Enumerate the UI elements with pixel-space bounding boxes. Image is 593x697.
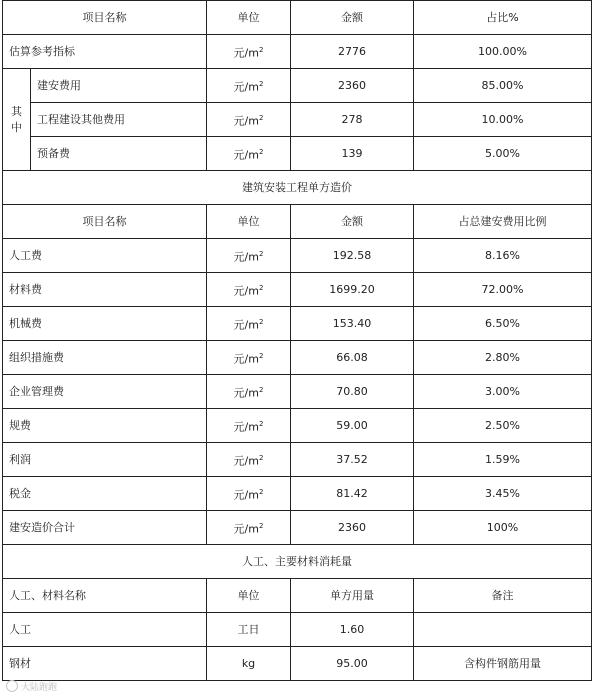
row-unit: 元$/m^2$	[207, 375, 291, 409]
row-amount: 95.00	[291, 647, 414, 681]
header-note: 备注	[414, 579, 592, 613]
table-row	[3, 137, 592, 171]
row-amount: 278	[291, 103, 414, 137]
row-ratio: 5.00%	[414, 137, 592, 171]
table-row	[3, 103, 592, 137]
header-unit: 单位	[207, 1, 291, 35]
row-name: 材料费	[3, 273, 207, 307]
row-name: 人工费	[3, 239, 207, 273]
header-material-name: 人工、材料名称	[3, 579, 207, 613]
section3-title: 人工、主要材料消耗量	[3, 545, 592, 579]
row-unit: 元$/m^2$	[207, 35, 291, 69]
table-row	[3, 409, 592, 443]
watermark-logo-icon	[6, 680, 18, 692]
row-ratio: 72.00%	[414, 273, 592, 307]
header-item-name: 项目名称	[3, 1, 207, 35]
table-row	[3, 613, 592, 647]
watermark: 大陆跑跑	[6, 680, 57, 693]
row-amount: 66.08	[291, 341, 414, 375]
row-name: 税金	[3, 477, 207, 511]
row-unit: 元$/m^2$	[207, 341, 291, 375]
row-amount: 2360	[291, 69, 414, 103]
section2-title: 建筑安装工程单方造价	[3, 171, 592, 205]
row-amount: 1699.20	[291, 273, 414, 307]
table-row	[3, 477, 592, 511]
row-unit: 元$/m^2$	[207, 443, 291, 477]
row-amount: 70.80	[291, 375, 414, 409]
row-ratio: 8.16%	[414, 239, 592, 273]
row-unit: 工日	[207, 613, 291, 647]
row-ratio: 1.59%	[414, 443, 592, 477]
header-unit: 单位	[207, 579, 291, 613]
row-name: 组织措施费	[3, 341, 207, 375]
row-name: 建安造价合计	[3, 511, 207, 545]
row-unit: 元$/m^2$	[207, 103, 291, 137]
row-ratio: 85.00%	[414, 69, 592, 103]
cost-table	[2, 0, 592, 681]
row-note: 含构件钢筋用量	[414, 647, 592, 681]
row-ratio: 10.00%	[414, 103, 592, 137]
row-ratio: 2.80%	[414, 341, 592, 375]
group-label: 其 中	[3, 69, 31, 171]
table-row	[3, 375, 592, 409]
row-name: 建安费用	[31, 69, 207, 103]
table-row	[3, 307, 592, 341]
row-name: 企业管理费	[3, 375, 207, 409]
section2-title-row	[3, 171, 592, 205]
row-unit: 元$/m^2$	[207, 239, 291, 273]
row-amount: 2360	[291, 511, 414, 545]
row-amount: 2776	[291, 35, 414, 69]
row-ratio: 2.50%	[414, 409, 592, 443]
row-ratio: 100.00%	[414, 35, 592, 69]
row-unit: 元$/m^2$	[207, 307, 291, 341]
table-row	[3, 647, 592, 681]
table-row	[3, 511, 592, 545]
table-row	[3, 35, 592, 69]
row-ratio: 6.50%	[414, 307, 592, 341]
header-amount: 金额	[291, 205, 414, 239]
row-name: 预备费	[31, 137, 207, 171]
row-ratio: 100%	[414, 511, 592, 545]
row-name: 利润	[3, 443, 207, 477]
row-name: 人工	[3, 613, 207, 647]
row-name: 估算参考指标	[3, 35, 207, 69]
row-unit: 元$/m^2$	[207, 409, 291, 443]
row-ratio: 3.45%	[414, 477, 592, 511]
row-name: 规费	[3, 409, 207, 443]
row-name: 机械费	[3, 307, 207, 341]
row-name: 工程建设其他费用	[31, 103, 207, 137]
row-amount: 153.40	[291, 307, 414, 341]
row-note	[414, 613, 592, 647]
row-unit: 元$/m^2$	[207, 273, 291, 307]
row-amount: 81.42	[291, 477, 414, 511]
row-unit: 元$/m^2$	[207, 511, 291, 545]
row-unit: 元$/m^2$	[207, 477, 291, 511]
table-row	[3, 239, 592, 273]
section1-header-row	[3, 1, 592, 35]
row-unit: 元$/m^2$	[207, 137, 291, 171]
row-ratio: 3.00%	[414, 375, 592, 409]
row-name: 钢材	[3, 647, 207, 681]
section3-header-row	[3, 579, 592, 613]
row-amount: 37.52	[291, 443, 414, 477]
header-ratio: 占比%	[414, 1, 592, 35]
table-row	[3, 341, 592, 375]
row-amount: 139	[291, 137, 414, 171]
row-unit: 元$/m^2$	[207, 69, 291, 103]
row-amount: 192.58	[291, 239, 414, 273]
header-amount: 金额	[291, 1, 414, 35]
header-item-name: 项目名称	[3, 205, 207, 239]
row-amount: 1.60	[291, 613, 414, 647]
row-amount: 59.00	[291, 409, 414, 443]
table-row	[3, 443, 592, 477]
section3-title-row	[3, 545, 592, 579]
header-ratio: 占总建安费用比例	[414, 205, 592, 239]
table-row	[3, 273, 592, 307]
row-unit: kg	[207, 647, 291, 681]
header-usage: 单方用量	[291, 579, 414, 613]
section2-header-row	[3, 205, 592, 239]
table-row	[3, 69, 592, 103]
header-unit: 单位	[207, 205, 291, 239]
